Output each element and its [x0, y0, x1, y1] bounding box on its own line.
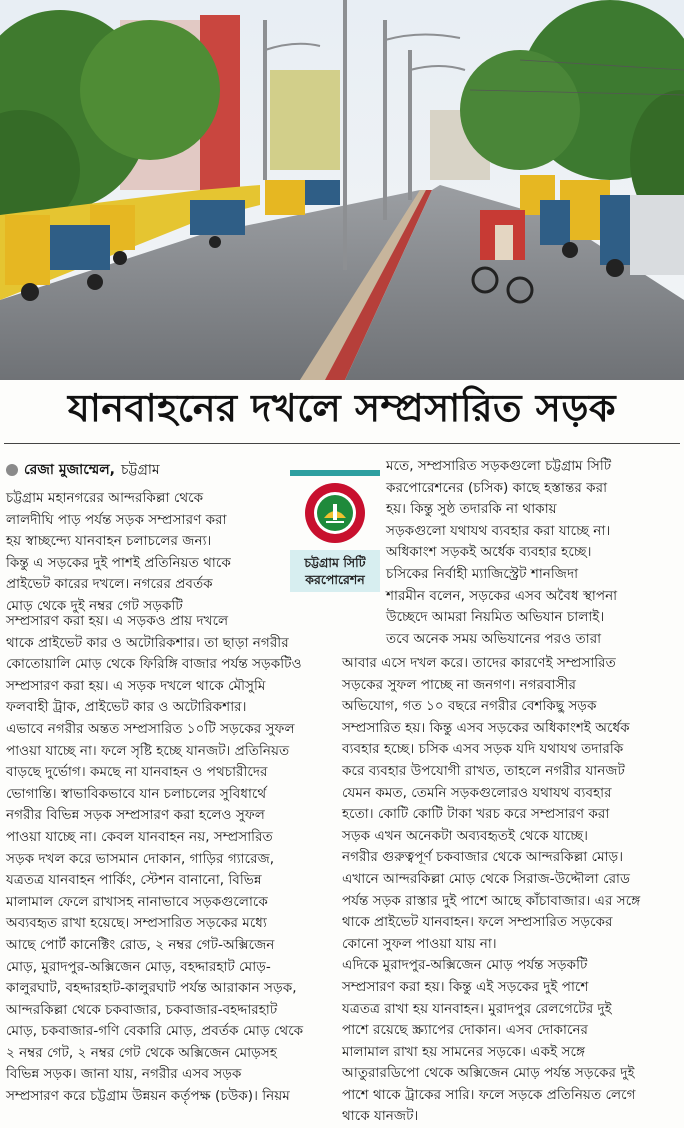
article-line: থাকে প্রাইভেট কার ও অটোরিকশার। তা ছাড়া নগরীর [6, 634, 289, 651]
article-line: বিভিন্ন সড়ক। জানা যায়, নগরীর এসব সড়ক [6, 1066, 242, 1083]
article-line: থাকে প্রাইভেট যানবাহন। ফলে সম্প্রসারিত সড়কের [342, 914, 613, 931]
article-line: এদিকে মুরাদপুর-অক্সিজেন মোড় পর্যন্ত সড়কটি [342, 957, 588, 974]
logo-accent-bar [290, 470, 380, 476]
article-line: উচ্ছেদে আমরা নিয়মিত অভিযান চালাই। [386, 609, 605, 626]
article-line: অধিকাংশ সড়কই অর্ধেক ব্যবহার হচ্ছে। [386, 544, 592, 561]
article-line: পাশে রয়েছে স্ক্র্যাপের দোকান। এসব দোকানের [342, 1022, 589, 1039]
article-line: সম্প্রসারণ করা হয়। এ সড়ক দখলে থাকে মৌসুমি [6, 677, 266, 694]
article-line: ২ নম্বর গেট, ২ নম্বর গেট থেকে অক্সিজেন মোড়সহ [6, 1044, 277, 1061]
article-line: প্রাইভেট কারের দখলে। নগরের প্রবর্তক [6, 576, 213, 593]
article-line: পাওয়া যাচ্ছে না। ফলে সৃষ্টি হচ্ছে যানজট। প্রতিনিয়ত [6, 742, 290, 759]
article-column-2-body [342, 653, 678, 1128]
article-line: পাশে থাকে ট্রাকের সারি। ফলে সড়কে প্রতিনিয়ত লেগে [342, 1086, 636, 1103]
article-line: ব্যবহার হচ্ছে। চসিক এসব সড়ক যদি যথাযথ তদারকি [342, 741, 624, 758]
article-column-1-body [6, 611, 336, 1108]
street-photo-illustration [0, 0, 684, 380]
article-line: শারমীন বলেন, সড়কের এসব অবৈধ স্থাপনা [386, 587, 618, 604]
article-line: পর্যন্ত সড়ক রাস্তার দুই পাশে আছে কাঁচাবাজার। এর সঙ্গে [342, 892, 641, 909]
article-line: ভোগান্তি। স্বাভাবিকভাবে যান চলাচলের সুবিধার্থে [6, 785, 267, 802]
article-line: সড়কের সুফল পাচ্ছে না জনগণ। নগরবাসীর [342, 676, 576, 693]
article-line: কালুরঘাট, বহদ্দারহাট-কালুরঘাট পর্যন্ত আরাকান সড়ক, [6, 980, 297, 997]
article-line: মতে, সম্প্রসারিত সড়কগুলো চট্টগ্রাম সিটি [386, 458, 612, 474]
street-photo [0, 0, 684, 380]
article-line: এখানে আন্দরকিল্লা মোড় থেকে সিরাজ-উদ্দৌলা রোড [342, 870, 631, 887]
article-line: সড়ক এখন অনেকটা অব্যবহৃতই থেকে যাচ্ছে। [342, 827, 588, 844]
article-line: হয়। কিন্তু সুষ্ঠ তদারকি না থাকায় [386, 501, 557, 518]
article-line: যত্রতত্র রাখা হয় যানবাহন। মুরাদপুর রেলগেটের দুই [342, 1000, 612, 1017]
article-column-2-intro [386, 456, 678, 650]
logo-caption-line-2: করপোরেশন [305, 572, 365, 587]
article-line: মালামাল রাখা হয় সামনের সড়কে। একই সঙ্গে [342, 1043, 585, 1060]
article-line: কিন্তু এ সড়কের দুই পাশই প্রতিনিয়ত থাকে [6, 554, 231, 571]
article-line: কোনো সুফল পাওয়া যায় না। [342, 935, 497, 952]
article-line: যত্রতত্র যানবাহন পার্কিং, স্টেশন বানানো, বিভিন্ন [6, 872, 262, 889]
article-line: মোড়, মুরাদপুর-অক্সিজেন মোড়, বহদ্দারহাট মোড়- [6, 958, 271, 975]
article-line: আবার এসে দখল করে। তাদের কারণেই সম্প্রসারিত [342, 655, 616, 671]
article-line: হতো। কোটি কোটি টাকা খরচ করে সম্প্রসারণ করা [342, 806, 610, 823]
article-line: মোড় থেকে দুই নম্বর গেট সড়কটি [6, 597, 183, 614]
article-line: মালামাল ফেলে রাখাসহ নানাভাবে সড়কগুলোকে [6, 893, 268, 910]
article-line: আন্দরকিল্লা থেকে চকবাজার, চকবাজার-বহদ্দারহাট [6, 1001, 278, 1018]
article-line: যেমন কমত, তেমনি সড়কগুলোরও যথাযথ ব্যবহার [342, 784, 612, 801]
article-line: সম্প্রসারণ করা হয়। এ সড়কও প্রায় দখলে [6, 613, 229, 629]
byline-name: রেজা মুজাম্মেল, [24, 462, 115, 478]
article-line: করপোরেশনের (চসিক) কাছে হস্তান্তর করা [386, 479, 608, 496]
article-line: মোড়, চকবাজার-গণি বেকারি মোড়, প্রবর্তক মোড় থেকে [6, 1023, 304, 1040]
article-line: অভিযোগ, গত ১০ বছরে নগরীর বেশকিছু সড়ক [342, 698, 597, 715]
article-line: সম্প্রসারণ করে চট্টগ্রাম উন্নয়ন কর্তৃপক্ষ (চউক)। নিয়ম [6, 1088, 290, 1105]
headline: যানবাহনের দখলে সম্প্রসারিত সড়ক [67, 386, 617, 430]
article-line: চসিকের নির্বাহী ম্যাজিস্ট্রেট শানজিদা [386, 565, 579, 582]
article-line: তবে অনেক সময় অভিযানের পরও তারা [386, 630, 602, 647]
article-line: নগরীর গুরুত্বপূর্ণ চকবাজার থেকে আন্দরকিল্লা মোড়। [342, 849, 624, 866]
article-line: চট্টগ্রাম মহানগরের আন্দরকিল্লা থেকে [6, 490, 204, 506]
byline-place: চট্টগ্রাম [120, 462, 160, 478]
article-line: ফলবাহী ট্রাক, প্রাইভেট কার ও অটোরিকশার। [6, 699, 247, 716]
article-line: সম্প্রসারণ করা হয়। কিন্তু এই সড়কের দুই পাশে [342, 978, 589, 995]
article-line: সড়ক দখল করে ভাসমান দোকান, গাড়ির গ্যারেজ, [6, 850, 275, 867]
article-line: হয় স্বাচ্ছন্দ্যে যানবাহন চলাচলের জন্য। [6, 533, 212, 550]
bullet-icon [6, 464, 18, 476]
article-line: করে ব্যবহার উপযোগী রাখত, তাহলে নগরীর যানজট [342, 762, 625, 779]
article-column-1-intro [6, 488, 324, 618]
article-line: আতুরারডিপো থেকে অক্সিজেন মোড় পর্যন্ত সড়কের দুই [342, 1065, 635, 1082]
article-line: থাকে যানজট। [342, 1108, 419, 1125]
article-line: সম্প্রসারিত হয়। কিন্তু এসব সড়কের অধিকাংশই অর্ধেক [342, 719, 630, 736]
byline [6, 458, 160, 482]
article-line: কোতোয়ালি মোড় থেকে ফিরিঙ্গি বাজার পর্যন্ত সড়কটিও [6, 656, 302, 673]
article-line: অব্যবহৃত রাখা হয়েছে। সম্প্রসারিত সড়কের মধ্যে [6, 915, 267, 932]
article-line: সড়কগুলো যথাযথ ব্যবহার করা যাচ্ছে না। [386, 522, 611, 539]
headline-divider [4, 443, 680, 444]
article-line: এভাবে নগরীর অন্তত সম্প্রসারিত ১০টি সড়কের সুফল [6, 720, 295, 737]
article-line: পাওয়া যাচ্ছে না। কেবল যানবাহন নয়, সম্প্রসারিত [6, 828, 273, 845]
logo-caption-line-1: চট্টগ্রাম সিটি [304, 555, 366, 570]
article-line: লালদীঘি পাড় পর্যন্ত সড়ক সম্প্রসারণ করা [6, 511, 227, 528]
article-line: নগরীর বিভিন্ন সড়ক সম্প্রসারণ করা হলেও সুফল [6, 807, 265, 824]
article-line: বাড়ছে দুর্ভোগ। কমছে না যানবাহন ও পথচারীদের [6, 764, 268, 781]
article-line: আছে পোর্ট কানেক্টিং রোড, ২ নম্বর গেট-অক্সিজেন [6, 936, 275, 953]
